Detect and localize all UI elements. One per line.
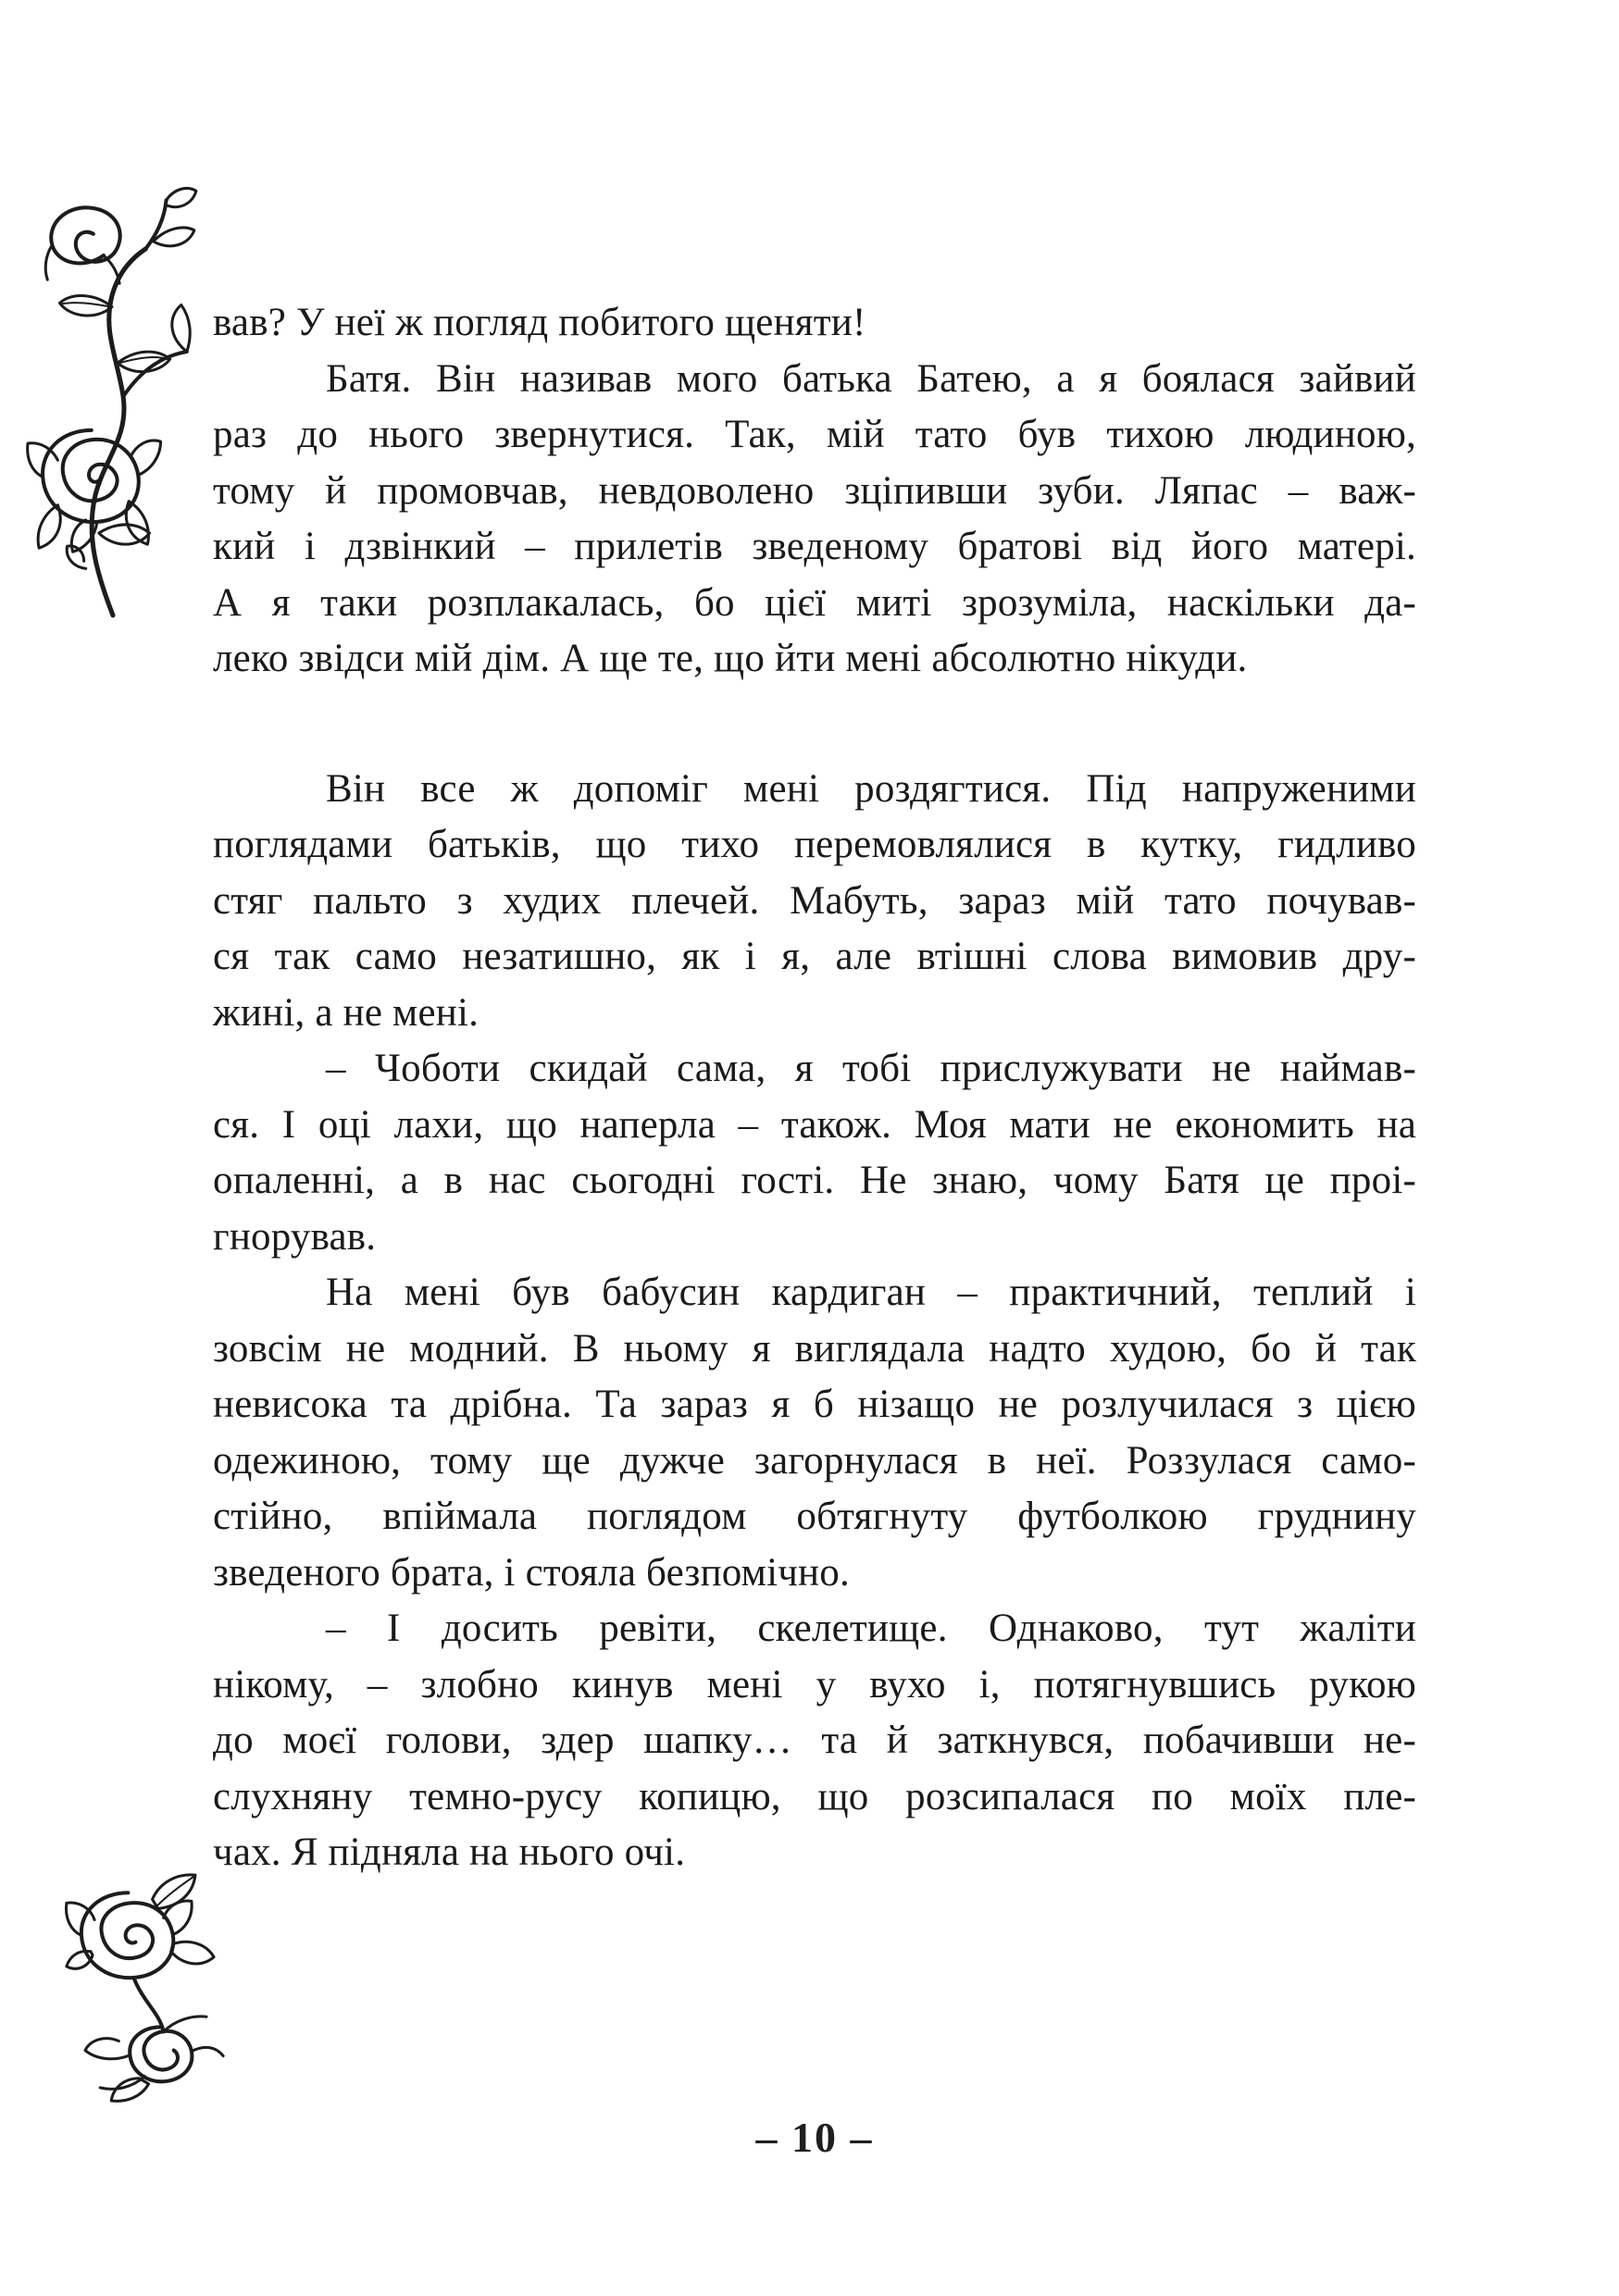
paragraph [213, 295, 1416, 352]
paragraph [213, 762, 1416, 1042]
text-line: гнорував. [213, 1214, 377, 1259]
paragraph [213, 352, 1416, 688]
text-line: слухняну темно-русу копицю, що розсипалася по моїх пле- [213, 1774, 1416, 1818]
text-line: леко звідси мій дім. А ще те, що йти мені абсолютно нікуди. [213, 637, 1248, 680]
text-line: нікому, – злобно кинув мені у вухо і, потягнувшись рукою [213, 1662, 1416, 1706]
text-line: Батя. Він називав мого батька Батею, а я боялася зайвий [326, 356, 1416, 401]
text-line: Він все ж допоміг мені роздягтися. Під напруженими [326, 766, 1416, 811]
text-line: раз до нього звернутися. Так, мій тато був тихою людиною, [213, 413, 1416, 456]
text-line: – Чоботи скидай сама, я тобі прислужувати не наймав- [326, 1047, 1416, 1090]
text-line: поглядами батьків, що тихо перемовлялися в кутку, гидливо [213, 823, 1416, 866]
paragraph [213, 1265, 1416, 1601]
text-line: вав? У неї ж погляд побитого щеняти! [213, 301, 866, 344]
text-line: кий і дзвінкий – прилетів зведеному братові від його матері. [213, 525, 1416, 568]
text-line: опаленні, а в нас сьогодні гості. Не знаю, чому Батя це проі- [213, 1159, 1416, 1202]
text-line: ся так само незатишно, як і я, але втішні слова вимовив дру- [213, 935, 1416, 978]
text-line: стійно, впіймала поглядом обтягнуту футболкою груднину [213, 1495, 1416, 1538]
paragraph [213, 1041, 1416, 1265]
paragraph [213, 1601, 1416, 1881]
rose-vine-ornament-icon [61, 1862, 228, 2104]
text-line: – І досить ревіти, скелетище. Однаково, тут жаліти [326, 1607, 1416, 1650]
rose-vine-ornament-icon [24, 167, 202, 620]
text-line: невисока та дрібна. Та зараз я б нізащо не розлучилася з цією [213, 1383, 1416, 1426]
text-line: жині, а не мені. [213, 990, 479, 1035]
text-line: одежиною, тому ще дужче загорнулася в неї. Роззулася само- [213, 1438, 1416, 1483]
text-line: чах. Я підняла на нього очі. [213, 1831, 686, 1874]
text-line: зведеного брата, і стояла безпомічно. [213, 1550, 850, 1595]
page-number: – 10 – [755, 2114, 874, 2161]
text-line: На мені був бабусин кардиган – практичний, теплий і [326, 1271, 1416, 1314]
text-line: ся. І оці лахи, що наперла – також. Моя мати не економить на [213, 1102, 1416, 1147]
body-text [213, 295, 1416, 1881]
text-line: до моєї голови, здер шапку… та й заткнувся, побачивши не- [213, 1719, 1416, 1762]
text-line: А я таки розплакалась, бо цієї миті зрозуміла, наскільки да- [213, 580, 1416, 625]
text-line: тому й промовчав, невдоволено зціпивши зуби. Ляпас – важ- [213, 468, 1416, 513]
text-line: зовсім не модний. В ньому я виглядала надто худою, бо й так [213, 1326, 1416, 1371]
text-line: стяг пальто з худих плечей. Мабуть, зараз мій тато почував- [213, 878, 1416, 923]
